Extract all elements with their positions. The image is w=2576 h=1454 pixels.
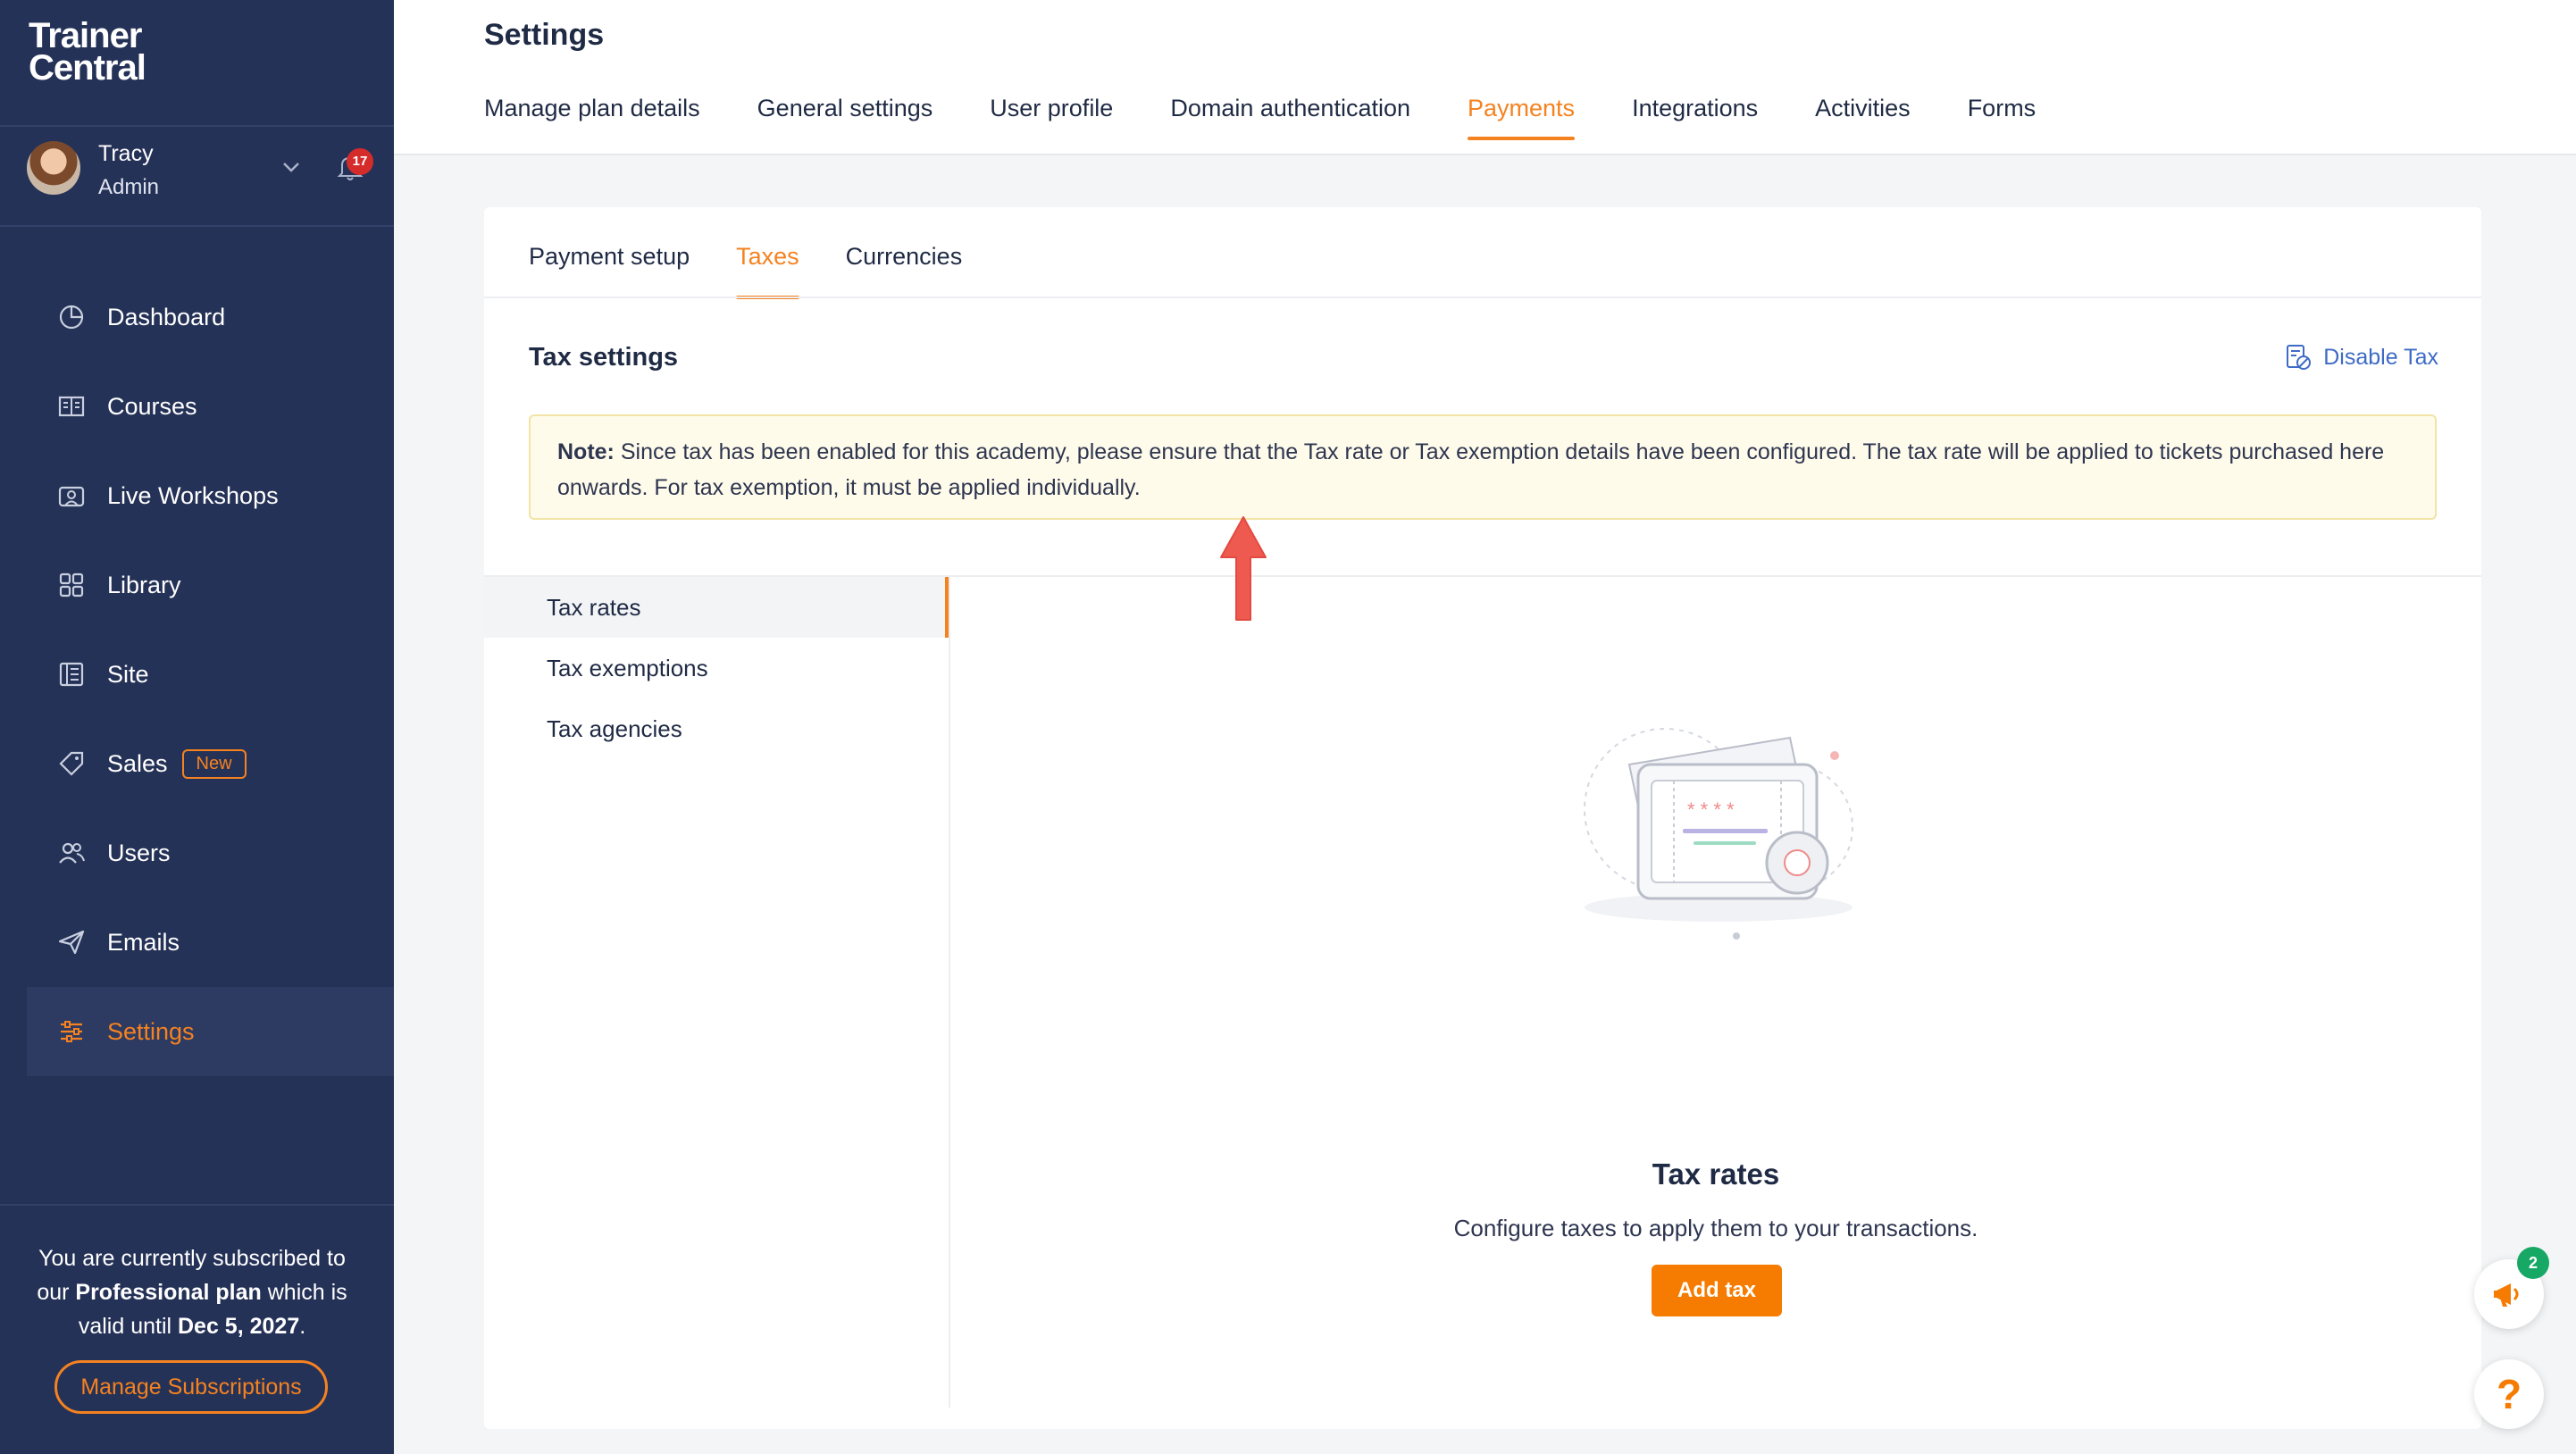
tab-user-profile[interactable]: User profile	[990, 95, 1114, 121]
sidebar-item-site[interactable]	[27, 630, 394, 719]
tab-payment-setup[interactable]: Payment setup	[529, 243, 690, 270]
sidebar-divider	[0, 225, 394, 227]
payment-subtabs	[529, 243, 1008, 299]
sidebar-item-courses[interactable]	[27, 362, 394, 451]
empty-title: Tax rates	[1652, 1157, 1780, 1191]
help-icon: ?	[2496, 1371, 2522, 1417]
disable-tax-link[interactable]	[2284, 343, 2438, 372]
subscription-info	[27, 1241, 357, 1343]
payments-card	[484, 207, 2481, 1429]
tax-left-nav	[484, 577, 950, 1408]
user-name: Tracy	[98, 141, 154, 166]
user-menu[interactable]	[27, 141, 375, 204]
tax-note	[529, 414, 2437, 520]
sidebar-item-sales[interactable]	[27, 719, 394, 808]
sidebar-item-label: Sales	[107, 749, 168, 777]
add-tax-button[interactable]: Add tax	[1652, 1265, 1782, 1316]
megaphone-icon	[2491, 1276, 2527, 1312]
chevron-down-icon[interactable]	[281, 157, 301, 177]
app-logo[interactable]	[29, 16, 146, 88]
tax-illustration	[1576, 675, 1861, 961]
dashboard-icon	[55, 301, 88, 333]
empty-description: Configure taxes to apply them to your transactions.	[1453, 1215, 1978, 1241]
subscription-mid: which is valid until	[78, 1280, 347, 1339]
notification-count-badge: 17	[347, 148, 373, 175]
sidebar-item-label: Settings	[107, 1017, 195, 1045]
settings-header	[394, 0, 2576, 155]
section-title: Tax settings	[529, 343, 679, 372]
sidebar-item-label: Emails	[107, 928, 180, 956]
subtabs-divider	[484, 297, 2481, 298]
disable-tax-icon	[2284, 343, 2313, 372]
help-button[interactable]	[2474, 1359, 2544, 1429]
workshops-icon	[55, 480, 88, 512]
note-label: Note:	[557, 439, 615, 464]
sidebar-item-label: Courses	[107, 392, 197, 420]
emails-icon	[55, 926, 88, 958]
subscription-date: Dec 5, 2027	[178, 1314, 300, 1339]
logo-line-2: Central	[29, 48, 146, 88]
sidebar-item-dashboard[interactable]	[27, 272, 394, 362]
library-icon	[55, 569, 88, 601]
announcements-count-badge: 2	[2517, 1247, 2549, 1279]
sidebar-divider	[0, 125, 394, 127]
sidebar-item-label: Live Workshops	[107, 481, 279, 509]
sidebar-nav	[27, 272, 394, 1076]
tax-nav-tax-agencies[interactable]: Tax agencies	[547, 714, 682, 742]
user-role: Admin	[98, 175, 160, 199]
tab-forms[interactable]: Forms	[1967, 95, 2037, 121]
tab-payments[interactable]: Payments	[1468, 95, 1575, 140]
subscription-suffix: .	[299, 1314, 306, 1339]
users-icon	[55, 837, 88, 869]
tab-taxes[interactable]: Taxes	[736, 243, 799, 299]
new-badge: New	[182, 749, 247, 779]
tab-integrations[interactable]: Integrations	[1632, 95, 1759, 121]
tax-nav-tax-exemptions[interactable]: Tax exemptions	[547, 654, 708, 681]
sidebar-item-label: Site	[107, 660, 149, 688]
logo-line-1: Trainer	[29, 16, 142, 55]
avatar[interactable]	[27, 141, 80, 195]
sidebar-divider	[0, 1204, 394, 1206]
settings-tabs	[484, 95, 2093, 140]
note-text: Since tax has been enabled for this academy, please ensure that the Tax rate or Tax exemption details have been configured. The tax rate will be applied to tickets purchased here onwards. For tax exemption, it must be applied individually.	[557, 439, 2385, 500]
tax-nav-tax-rates[interactable]: Tax rates	[484, 577, 949, 638]
tab-currencies[interactable]: Currencies	[845, 243, 963, 270]
sidebar-item-emails[interactable]	[27, 898, 394, 987]
sidebar-item-live-workshops[interactable]	[27, 451, 394, 540]
tab-activities[interactable]: Activities	[1815, 95, 1911, 121]
tab-domain-authentication[interactable]: Domain authentication	[1170, 95, 1410, 121]
page-title: Settings	[484, 18, 605, 52]
annotation-arrow-icon	[1217, 508, 1270, 624]
disable-tax-label: Disable Tax	[2323, 344, 2438, 370]
sidebar-item-users[interactable]	[27, 808, 394, 898]
manage-subscriptions-button[interactable]: Manage Subscriptions	[54, 1360, 328, 1414]
tab-general-settings[interactable]: General settings	[757, 95, 933, 121]
subscription-prefix: You are currently subscribed to our	[37, 1246, 346, 1305]
settings-icon	[55, 1015, 88, 1048]
site-icon	[55, 658, 88, 690]
courses-icon	[55, 390, 88, 422]
sidebar-item-label: Dashboard	[107, 303, 226, 330]
sidebar	[0, 0, 394, 1454]
sidebar-item-library[interactable]	[27, 540, 394, 630]
svg-text:* * * *: * * * *	[1687, 798, 1735, 821]
sales-icon	[55, 748, 88, 780]
sidebar-item-label: Library	[107, 571, 181, 598]
sidebar-item-settings[interactable]	[27, 987, 394, 1076]
subscription-plan: Professional plan	[75, 1280, 262, 1305]
tab-manage-plan-details[interactable]: Manage plan details	[484, 95, 700, 121]
sidebar-item-label: Users	[107, 839, 171, 866]
